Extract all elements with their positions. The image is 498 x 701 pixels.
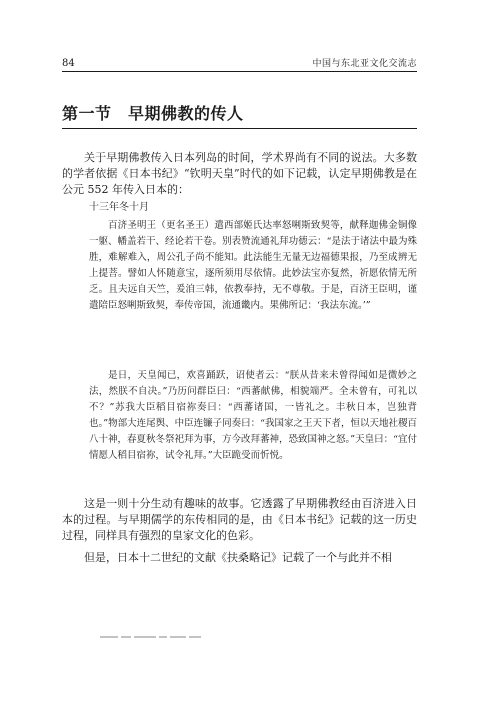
- intro-paragraph: 关于早期佛教传入日本列岛的时间，学术界尚有不同的说法。大多数的学者依据《日本书纪》“钦明天皇”时代的如下记载，认定早期佛教是在公元 552 年传入日本的：: [62, 151, 417, 196]
- section-title: 第一节 早期佛教的传人: [62, 104, 244, 123]
- page-number: 84: [62, 58, 75, 69]
- running-title: 中国与东北亚文化交流志: [312, 59, 417, 69]
- commentary-paragraph: 这是一则十分生动有趣味的故事。它透露了早期佛教经由百济进入日本的过程。与早期儒学的东传相同的是，由《日本书纪》记载的这一历史过程，同样具有强烈的皇家文化的色彩。: [62, 497, 417, 542]
- continuation-paragraph: 但是，日本十二世纪的文献《扶桑略记》记载了一个与此并不相: [84, 551, 392, 564]
- header-rule: [62, 71, 417, 72]
- quote-date-line: 十三年冬十月: [89, 202, 149, 213]
- quote-paragraph-2: 是日，天皇闻已，欢喜踊跃，诏使者云：“朕从昔来未曾得闻如是微妙之法，然朕不自决。”乃历问群臣曰：“西蕃献佛，相貌端严。全未曾有，可礼以不？”苏我大臣稻目宿祢奏曰：“西蕃诸国，一皆礼之。丰秋日本，岂独背也。”物部大连尾舆、中臣连镰子同奏曰：“我国家之王天下者，恒以天地社稷百八十神，春夏秋冬祭祀拜为事，方今改拜蕃神，恐致国神之怒。”天皇曰：“宜付情愿人稻目宿祢，试令礼拜。”大臣跪受而忻悦。: [89, 370, 417, 461]
- quote-paragraph-1: 百济圣明王（更名圣王）遣西部姬氏达率怒唎斯致契等，献释迦佛金铜像一躯、幡盖若干、经论若干卷。别表赞流通礼拜功德云：“是法于诸法中最为殊胜，难解难入，周公孔子尚不能知。此法能生无量无边福德果报，乃至成辨无上提菩。譬如人怀随意宝，逐所须用尽依情。此妙法宝亦复然，祈愿依情无所乏。且夫远自天竺，爰洎三韩，依教奉持，无不尊敬。于是，百济王臣明，谨遣陪臣怒唎斯致契，奉传帝国，流通畿内。果佛所记：‘我法东流。’”: [89, 220, 417, 311]
- title-rule: [62, 128, 417, 129]
- faint-bleedthrough-marks: [100, 626, 240, 631]
